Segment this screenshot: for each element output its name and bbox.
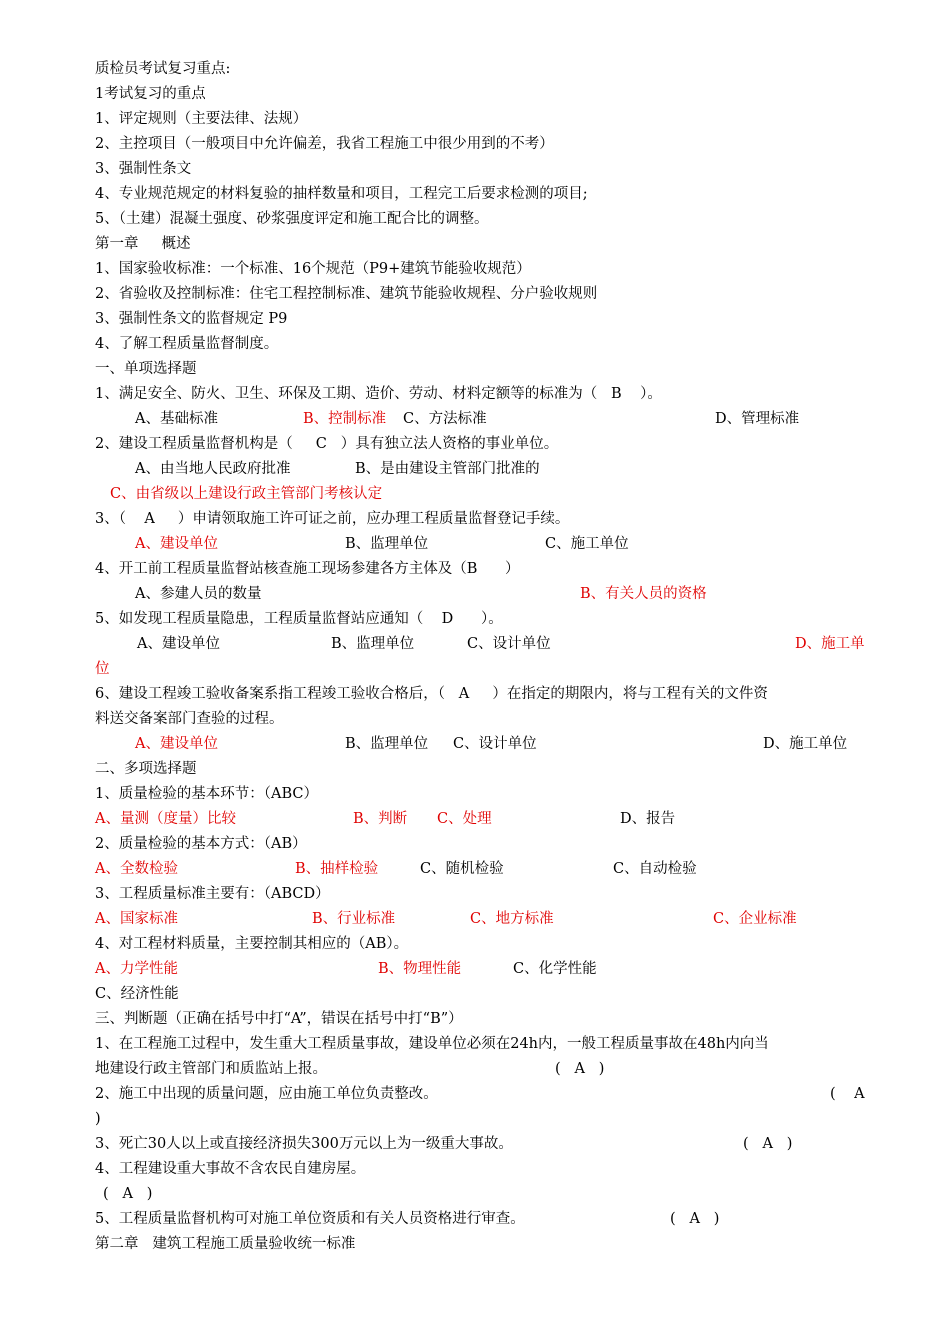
option-answer: A、建设单位 xyxy=(135,736,218,752)
option: C、化学性能 xyxy=(513,961,597,977)
question-text: 1、满足安全、防火、卫生、环保及工期、造价、劳动、材料定额等的标准为（ B ）。 xyxy=(95,386,662,402)
option: A、建设单位 xyxy=(137,636,220,652)
question-text: 2、建设工程质量监督机构是（ C ）具有独立法人资格的事业单位。 xyxy=(95,436,559,452)
question-text: 4、对工程材料质量，主要控制其相应的（AB）。 xyxy=(95,936,409,952)
option-answer: D、施工单 xyxy=(795,636,865,652)
question-text: 4、工程建设重大事故不含农民自建房屋。 xyxy=(95,1161,366,1177)
text-line: 5、（土建）混凝土强度、砂浆强度评定和施工配合比的调整。 xyxy=(95,211,489,227)
option-answer: B、物理性能 xyxy=(378,961,462,977)
section-heading: 三、判断题（正确在括号中打“A”，错误在括号中打“B”） xyxy=(95,1011,463,1027)
option-answer: C、由省级以上建设行政主管部门考核认定 xyxy=(110,486,383,502)
option: D、管理标准 xyxy=(715,411,800,427)
section-heading: 1考试复习的重点 xyxy=(95,86,206,102)
option: C、方法标准 xyxy=(403,411,487,427)
option: B、是由建设主管部门批准的 xyxy=(355,461,540,477)
answer-bracket: ( A ) xyxy=(743,1136,793,1152)
doc-title: 质检员考试复习重点: xyxy=(95,61,231,77)
option-answer: C、处理 xyxy=(437,811,492,827)
option-answer: B、行业标准 xyxy=(312,911,396,927)
option-answer: A、量测（度量）比较 xyxy=(95,811,236,827)
question-text: 料送交备案部门查验的过程。 xyxy=(95,711,284,727)
answer-bracket: ( A ) xyxy=(103,1186,153,1202)
section-heading: 二、多项选择题 xyxy=(95,761,197,777)
option-answer: A、建设单位 xyxy=(135,536,218,552)
text-line: 2、主控项目（一般项目中允许偏差，我省工程施工中很少用到的不考） xyxy=(95,136,554,152)
question-text: 5、如发现工程质量隐患，工程质量监督站应通知（ D ）。 xyxy=(95,611,503,627)
question-text: 地建设行政主管部门和质监站上报。 xyxy=(95,1061,327,1077)
text-line: 4、专业规范规定的材料复验的抽样数量和项目，工程完工后要求检测的项目; xyxy=(95,186,588,202)
text-line: 3、强制性条文的监督规定 P9 xyxy=(95,311,288,327)
option-answer: C、企业标准 xyxy=(713,911,797,927)
question-text: 5、工程质量监督机构可对施工单位资质和有关人员资格进行审查。 xyxy=(95,1211,525,1227)
option-answer: A、全数检验 xyxy=(95,861,178,877)
option: A、基础标准 xyxy=(135,411,218,427)
option-answer: A、国家标准 xyxy=(95,911,178,927)
option: C、自动检验 xyxy=(613,861,697,877)
option: D、施工单位 xyxy=(763,736,848,752)
option: B、监理单位 xyxy=(345,736,429,752)
text-line: 4、了解工程质量监督制度。 xyxy=(95,336,279,352)
option: C、随机检验 xyxy=(420,861,504,877)
section-heading: 一、单项选择题 xyxy=(95,361,197,377)
answer-bracket-continued: ) xyxy=(95,1111,101,1127)
option: B、监理单位 xyxy=(331,636,415,652)
answer-bracket: ( A ) xyxy=(555,1061,605,1077)
option-answer-continued: 位 xyxy=(95,661,110,677)
option-answer: A、力学性能 xyxy=(95,961,178,977)
option-answer: B、判断 xyxy=(353,811,408,827)
option: D、报告 xyxy=(620,811,676,827)
answer-bracket: ( A ) xyxy=(670,1211,720,1227)
option: C、施工单位 xyxy=(545,536,629,552)
question-text: 2、质量检验的基本方式：（AB） xyxy=(95,836,307,852)
question-text: 3、（ A ）申请领取施工许可证之前，应办理工程质量监督登记手续。 xyxy=(95,511,570,527)
question-text: 6、建设工程竣工验收备案系指工程竣工验收合格后，（ A ）在指定的期限内，将与工程有关的文件资 xyxy=(95,686,768,702)
question-text: 4、开工前工程质量监督站核查施工现场参建各方主体及（B ） xyxy=(95,561,520,577)
option: B、监理单位 xyxy=(345,536,429,552)
question-text: 2、施工中出现的质量问题，应由施工单位负责整改。 xyxy=(95,1086,438,1102)
option: C、设计单位 xyxy=(453,736,537,752)
text-line: 1、国家验收标准：一个标准、16个规范（P9+建筑节能验收规范） xyxy=(95,261,531,277)
option-answer: C、地方标准 xyxy=(470,911,554,927)
option-answer: B、有关人员的资格 xyxy=(580,586,707,602)
option: A、参建人员的数量 xyxy=(135,586,262,602)
chapter-heading: 第二章 建筑工程施工质量验收统一标准 xyxy=(95,1236,356,1252)
option-answer: B、抽样检验 xyxy=(295,861,379,877)
option: C、设计单位 xyxy=(467,636,551,652)
question-text: 3、死亡30人以上或直接经济损失300万元以上为一级重大事故。 xyxy=(95,1136,513,1152)
text-line: 3、强制性条文 xyxy=(95,161,192,177)
chapter-heading: 第一章 概述 xyxy=(95,236,191,252)
text-line: 1、评定规则（主要法律、法规） xyxy=(95,111,308,127)
question-text: 1、在工程施工过程中，发生重大工程质量事故，建设单位必须在24h内，一般工程质量事故在48h内向当 xyxy=(95,1036,769,1052)
question-text: 3、工程质量标准主要有：（ABCD） xyxy=(95,886,330,902)
option: A、由当地人民政府批准 xyxy=(135,461,291,477)
answer-bracket: ( A xyxy=(830,1086,865,1102)
question-text: 1、质量检验的基本环节：（ABC） xyxy=(95,786,318,802)
option: C、经济性能 xyxy=(95,986,179,1002)
option-answer: B、控制标准 xyxy=(303,411,387,427)
text-line: 2、省验收及控制标准：住宅工程控制标准、建筑节能验收规程、分户验收规则 xyxy=(95,286,598,302)
